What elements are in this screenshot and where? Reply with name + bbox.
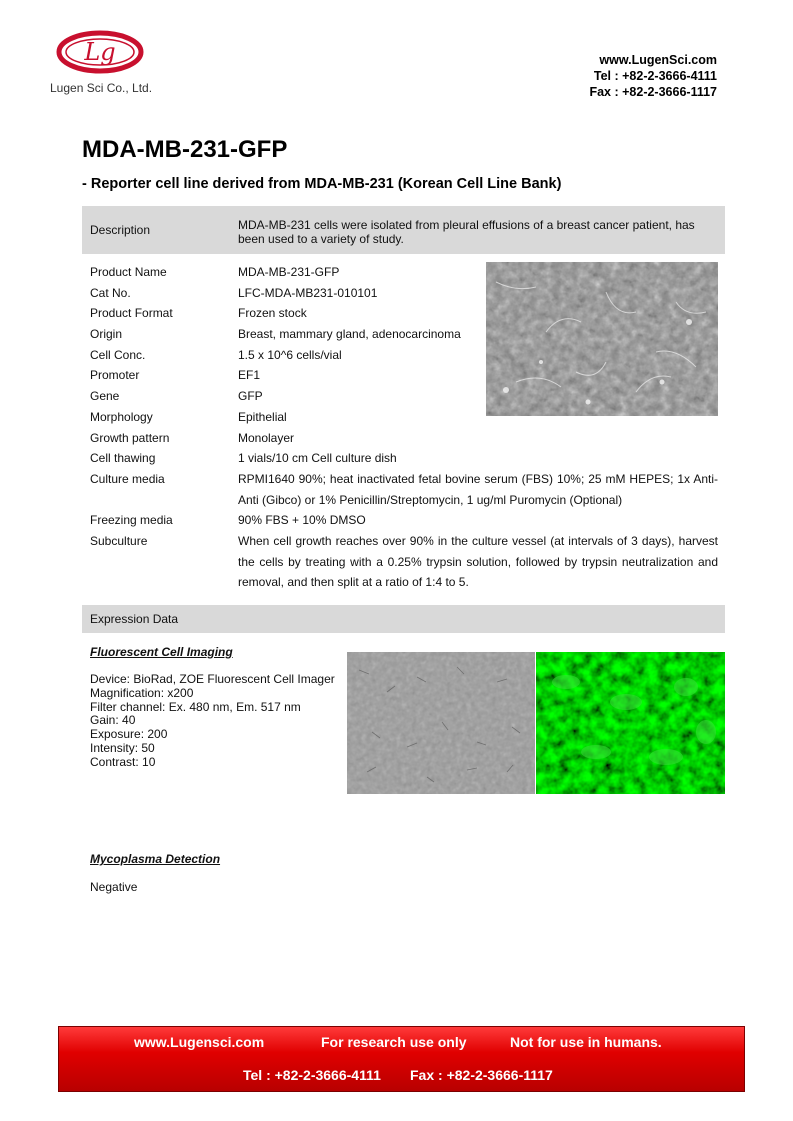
spec-label: Promoter — [90, 368, 140, 383]
spec-row — [82, 428, 725, 449]
spec-row — [82, 510, 725, 531]
footer-human-note: Not for use in humans. — [510, 1034, 662, 1050]
footer-fax: Fax : +82-2-3666-1117 — [410, 1067, 553, 1083]
footer-tel: Tel : +82-2-3666-4111 — [243, 1067, 381, 1083]
spec-label: Gene — [90, 389, 120, 404]
imaging-detail: Gain: 40 — [90, 713, 136, 728]
spec-value: Breast, mammary gland, adenocarcinoma — [238, 327, 461, 342]
imaging-detail: Magnification: x200 — [90, 685, 194, 700]
imaging-detail: Filter channel: Ex. 480 nm, Em. 517 nm — [90, 699, 301, 714]
cell-morphology-photo — [486, 262, 718, 416]
spec-value: GFP — [238, 389, 263, 404]
spec-value: RPMI1640 90%; heat inactivated fetal bovine serum (FBS) 10%; 25 mM HEPES; 1x Anti-Anti (Gibco) or 1% Penicillin/Streptomycin, 1 ug/ml Puromycin (Optional) — [238, 471, 718, 507]
spec-value: Epithelial — [238, 409, 287, 424]
logo-emblem — [55, 28, 145, 78]
spec-row — [82, 469, 725, 510]
spec-label: Morphology — [90, 409, 153, 424]
spec-value: Monolayer — [238, 430, 295, 445]
description-band — [82, 206, 725, 254]
spec-row — [82, 531, 725, 593]
page-title: MDA-MB-231-GFP — [82, 136, 288, 163]
spec-label: Product Name — [90, 265, 167, 279]
footer-banner — [58, 1026, 745, 1092]
header-tel: Tel : +82-2-3666-4111 — [593, 69, 717, 83]
spec-label: Freezing media — [90, 513, 173, 528]
spec-label: Origin — [90, 327, 123, 342]
spec-value: Frozen stock — [238, 306, 307, 321]
brightfield-image — [347, 652, 535, 794]
spec-label: Cell thawing — [90, 451, 156, 466]
imaging-heading: Fluorescent Cell Imaging — [90, 645, 233, 659]
company-name: Lugen Sci Co., Ltd. — [50, 81, 153, 95]
imaging-detail: Device: BioRad, ZOE Fluorescent Cell Imager — [90, 672, 335, 686]
spec-row — [82, 448, 725, 469]
mycoplasma-heading: Mycoplasma Detection — [90, 852, 221, 866]
expression-band — [82, 605, 725, 633]
header-contact — [589, 52, 717, 100]
spec-value: 1.5 x 10^6 cells/vial — [238, 347, 342, 362]
imaging-detail: Exposure: 200 — [90, 727, 168, 742]
gfp-fluorescence-image — [536, 652, 725, 794]
footer-website[interactable]: www.Lugensci.com — [134, 1034, 265, 1050]
spec-value: EF1 — [238, 368, 261, 383]
spec-label: Subculture — [90, 533, 148, 548]
page-subtitle: - Reporter cell line derived from MDA-MB-231 (Korean Cell Line Bank) — [82, 176, 562, 192]
header-fax: Fax : +82-2-3666-1117 — [589, 85, 717, 99]
imaging-detail: Contrast: 10 — [90, 754, 156, 769]
spec-value: LFC-MDA-MB231-010101 — [238, 285, 378, 300]
footer-research-note: For research use only — [321, 1034, 467, 1050]
spec-label: Product Format — [90, 306, 173, 321]
spec-label: Culture media — [90, 471, 165, 486]
header-website[interactable]: www.LugenSci.com — [599, 53, 717, 67]
description-label: Description — [90, 223, 151, 237]
company-logo — [50, 28, 153, 100]
description-text: MDA-MB-231 cells were isolated from pleural effusions of a breast cancer patient, has been used to a variety of study. — [238, 218, 695, 246]
expression-label: Expression Data — [90, 612, 179, 626]
spec-value: MDA-MB-231-GFP — [238, 265, 340, 279]
mycoplasma-result: Negative — [90, 880, 138, 894]
spec-value: 90% FBS + 10% DMSO — [238, 513, 366, 528]
spec-value: 1 vials/10 cm Cell culture dish — [238, 451, 397, 466]
imaging-detail: Intensity: 50 — [90, 740, 155, 755]
spec-value: When cell growth reaches over 90% in the culture vessel (at intervals of 3 days), harvest the cells by treating with a 0.25% trypsin solution, followed by trypsin neutralization and removal, and then split at a ratio of 1:4 to 5. — [238, 533, 718, 590]
spec-label: Growth pattern — [90, 430, 170, 445]
imaging-details — [90, 673, 335, 770]
spec-label: Cell Conc. — [90, 347, 146, 362]
logo-monogram: Lg — [84, 38, 116, 66]
spec-label: Cat No. — [90, 285, 131, 300]
